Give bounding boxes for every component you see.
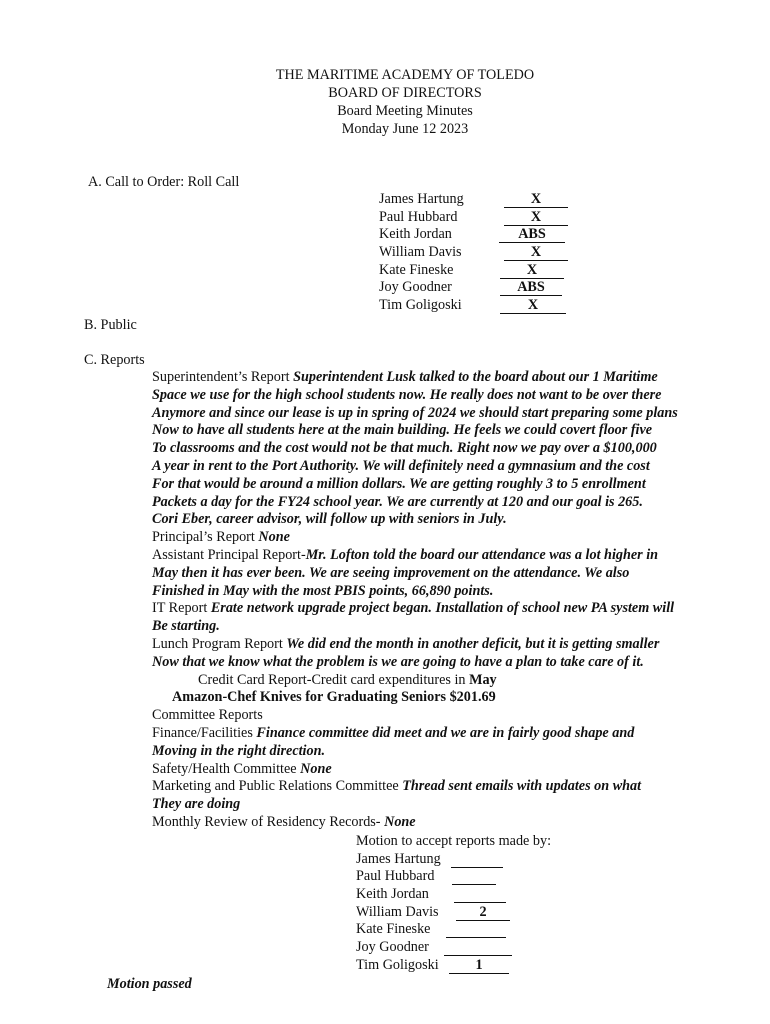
report-text: Cori Eber, career advisor, will follow up with seniors in July.: [152, 511, 507, 528]
it-label: IT Report: [152, 600, 211, 617]
motion-row: [356, 851, 551, 869]
report-text: Now to have all students here at the main building. He feels we could covert floor five: [152, 422, 653, 439]
attendance-mark: ABS: [499, 226, 565, 243]
report-text: Space we use for the high school students now. He really does not want to be over there: [152, 386, 662, 403]
member-name: Joy Goodner: [356, 939, 429, 956]
reports-body: [152, 369, 752, 832]
attendance-mark: X: [504, 244, 568, 261]
principal-value: None: [258, 529, 290, 546]
report-text: Mr. Lofton told the board our attendance was a lot higher in: [305, 546, 659, 563]
motion-row: [356, 904, 551, 922]
document-header: [0, 66, 770, 138]
finance-report: [152, 725, 752, 743]
report-text: Anymore and since our lease is up in spring of 2024 we should start preparing some plans: [152, 404, 678, 421]
member-name: James Hartung: [356, 850, 441, 867]
member-name: Paul Hubbard: [356, 868, 435, 885]
attendance-mark: X: [504, 209, 568, 226]
section-a-heading: A. Call to Order: Roll Call: [88, 174, 240, 190]
credit-card-month: May: [469, 671, 497, 688]
motion-mark: 2: [456, 904, 510, 921]
document-type: Board Meeting Minutes: [337, 103, 473, 119]
marketing-label: Marketing and Public Relations Committee: [152, 778, 403, 795]
school-name: THE MARITIME ACADEMY OF TOLEDO: [275, 67, 535, 83]
member-name: Tim Goligoski: [379, 297, 462, 314]
report-text: May then it has ever been. We are seeing improvement on the attendance. We also: [152, 564, 630, 581]
report-text: We did end the month in another deficit, but it is getting smaller: [286, 635, 660, 652]
motion-mark: [454, 886, 506, 903]
report-text: Packets a day for the FY24 school year. We are currently at 120 and our goal is 265.: [152, 493, 643, 510]
board-name: BOARD OF DIRECTORS: [328, 85, 482, 101]
superintendent-label: Superintendent’s Report: [152, 369, 294, 385]
report-text: Be starting.: [152, 618, 220, 635]
motion-row: [356, 868, 551, 886]
section-c-heading: C. Reports: [84, 352, 145, 368]
residency-report: [152, 814, 752, 832]
safety-value: None: [300, 760, 332, 777]
finance-label: Finance/Facilities: [152, 724, 257, 741]
motion-mark: [452, 868, 496, 885]
report-text: Finished in May with the most PBIS points, 66,890 points.: [152, 582, 494, 599]
motion-mark: [444, 939, 512, 956]
member-name: William Davis: [379, 244, 462, 261]
report-text: They are doing: [152, 796, 241, 813]
committee-reports-heading: Committee Reports: [152, 707, 263, 724]
section-b-heading: B. Public: [84, 317, 137, 333]
motion-row: [356, 939, 551, 957]
credit-card-report: [152, 672, 752, 690]
credit-card-item: Amazon-Chef Knives for Graduating Seniors $201.69: [172, 689, 496, 706]
principal-report: [152, 529, 752, 547]
motion-mark: [451, 851, 503, 868]
member-name: Tim Goligoski: [356, 956, 439, 973]
member-name: Keith Jordan: [356, 886, 429, 903]
meeting-date: Monday June 12 2023: [341, 121, 469, 137]
report-text: Now that we know what the problem is we are going to have a plan to take care of it.: [152, 653, 644, 670]
principal-label: Principal’s Report: [152, 529, 259, 546]
motion-block: [356, 833, 551, 975]
lunch-label: Lunch Program Report: [152, 635, 287, 652]
motion-result: Motion passed: [107, 976, 192, 992]
member-name: Kate Fineske: [356, 921, 431, 938]
motion-row: [356, 921, 551, 939]
report-text: To classrooms and the cost would not be that much. Right now we pay over a $100,000: [152, 440, 657, 457]
report-text: Finance committee did meet and we are in fairly good shape and: [256, 724, 635, 741]
report-text: Erate network upgrade project began. Installation of school new PA system will: [210, 600, 675, 617]
attendance-mark: X: [500, 262, 564, 279]
report-text: Superintendent Lusk talked to the board about our 1 Maritime: [293, 369, 658, 385]
member-name: Joy Goodner: [379, 279, 452, 296]
lunch-report: [152, 636, 752, 654]
attendance-mark: X: [500, 297, 566, 314]
motion-mark: [446, 921, 506, 938]
motion-title: Motion to accept reports made by:: [356, 833, 552, 849]
marketing-report: [152, 778, 752, 796]
attendance-mark: ABS: [500, 279, 562, 296]
safety-report: [152, 761, 752, 779]
report-text: Moving in the right direction.: [152, 742, 326, 759]
safety-label: Safety/Health Committee: [152, 760, 301, 777]
member-name: Kate Fineske: [379, 261, 454, 278]
report-text: For that would be around a million dollars. We are getting roughly 3 to 5 enrollment: [152, 475, 646, 492]
report-text: A year in rent to the Port Authority. We will definitely need a gymnasium and the cost: [152, 457, 650, 474]
member-name: Keith Jordan: [379, 226, 452, 243]
member-name: Paul Hubbard: [379, 208, 458, 225]
report-text: Thread sent emails with updates on what: [402, 778, 642, 795]
it-report: [152, 600, 752, 618]
motion-row: [356, 957, 551, 975]
member-name: William Davis: [356, 903, 439, 920]
credit-card-label: Credit Card Report-Credit card expenditures in: [198, 671, 470, 688]
assistant-label: Assistant Principal Report-: [152, 546, 306, 563]
residency-label: Monthly Review of Residency Records-: [152, 813, 385, 830]
superintendent-report: [152, 369, 752, 387]
assistant-principal-report: [152, 547, 752, 565]
motion-mark: 1: [449, 957, 509, 974]
member-name: James Hartung: [379, 191, 464, 207]
residency-value: None: [384, 813, 416, 830]
motion-row: [356, 886, 551, 904]
attendance-mark: X: [504, 191, 568, 208]
